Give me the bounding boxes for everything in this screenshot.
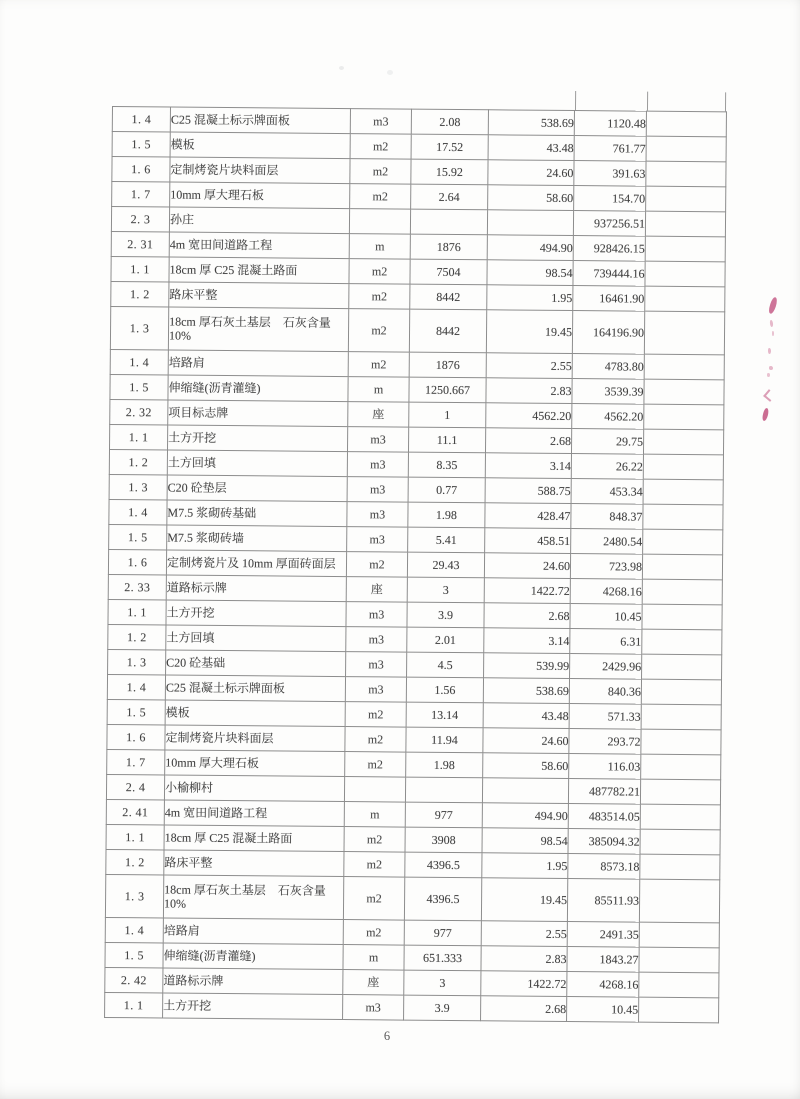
cell-description: 定制烤瓷片及 10mm 厚面砖面层 [166,550,346,577]
cell-quantity: 1876 [409,352,486,378]
cell-blank [640,804,720,830]
cell-quantity: 4396.5 [404,877,481,921]
cell-quantity: 651.333 [404,945,481,971]
cell-blank [642,629,722,655]
cell-quantity: 4.5 [407,652,484,678]
cell-description: 路床平整 [169,282,349,309]
cell-unit-price: 43.48 [488,135,574,161]
cell-unit-price: 24.60 [488,160,574,186]
table-row [105,992,719,1022]
cell-unit-price: 538.69 [483,678,569,704]
cell-quantity: 11.1 [408,427,485,453]
scan-smudge [387,70,393,75]
cell-amount: 453.34 [571,479,643,505]
cell-blank [646,136,726,162]
cell-quantity: 17.52 [411,134,488,160]
cell-amount: 2491.35 [567,922,639,948]
cell-blank [645,261,725,287]
cell-quantity: 1.98 [408,502,485,528]
cell-unit-price: 458.51 [485,528,571,554]
cell-blank [643,479,723,505]
red-ink-stroke [770,320,774,327]
cell-item-number: 1. 1 [108,599,166,625]
cell-item-number: 1. 4 [112,107,170,133]
cell-amount: 29.75 [571,429,643,455]
cell-unit: m2 [349,284,410,310]
cell-amount: 293.72 [569,729,641,755]
cell-description: 路床平整 [164,850,344,877]
cell-quantity: 1.98 [406,752,483,778]
cell-amount: 723.98 [570,554,642,580]
cell-quantity: 1876 [410,234,487,260]
red-ink-stroke [763,389,776,402]
cell-blank [646,111,726,137]
cell-unit-price: 1.95 [487,285,573,311]
cell-unit-price: 98.54 [487,260,573,286]
cell-description: M7.5 浆砌砖墙 [167,525,347,552]
cell-description: 10mm 厚大理石板 [165,750,345,777]
cell-quantity: 13.14 [406,702,483,728]
cell-description: 土方开挖 [166,600,346,627]
cell-amount: 1843.27 [567,947,639,973]
cell-blank [639,879,719,923]
cell-blank [639,997,719,1023]
cost-table-body [105,107,727,1023]
cell-unit: m2 [350,184,411,210]
cell-item-number: 1. 2 [108,624,166,650]
cell-blank [641,679,721,705]
cell-blank [639,972,719,998]
cell-amount: 154.70 [574,186,646,212]
cell-quantity: 5.41 [408,527,485,553]
cell-unit-price: 2.68 [484,603,570,629]
cell-unit: m3 [350,109,411,135]
cell-description: 培路肩 [163,918,343,945]
cell-amount: 385094.32 [568,829,640,855]
cell-quantity: 3.9 [404,995,481,1021]
cell-amount: 3539.39 [572,379,644,405]
cell-blank [640,829,720,855]
red-ink-stroke [762,408,770,422]
cell-description: 18cm 厚石灰土基层 石灰含量 10% [168,307,348,352]
cell-quantity: 2.64 [411,184,488,210]
cell-item-number: 2. 3 [111,207,169,233]
cell-unit: m3 [346,602,407,628]
cell-blank [640,779,720,805]
cell-amount: 116.03 [569,754,641,780]
cell-description: 10mm 厚大理石板 [170,182,350,209]
red-ink-stroke [769,366,773,370]
cell-quantity: 977 [405,802,482,828]
cell-description: 道路标示牌 [166,575,346,602]
cell-amount: 4268.16 [570,579,642,605]
cell-amount: 483514.05 [568,804,640,830]
cell-item-number: 1. 1 [110,424,168,450]
red-ink-stroke [768,348,771,354]
cell-unit: m2 [346,552,407,578]
cell-blank [639,947,719,973]
cell-description: 土方开挖 [168,425,348,452]
cell-item-number: 1. 5 [110,374,168,400]
cell-unit: m3 [347,527,408,553]
cell-amount: 85511.93 [567,879,639,923]
red-ink-stroke [772,331,774,336]
cell-description: 18cm 厚 C25 混凝土路面 [169,257,349,284]
cell-blank [643,429,723,455]
cell-amount: 6.31 [570,629,642,655]
cell-item-number: 1. 5 [107,699,165,725]
cell-description: C20 砼基础 [166,650,346,677]
cell-amount: 4783.80 [572,354,644,380]
cell-blank [641,729,721,755]
cell-item-number: 1. 7 [107,749,165,775]
cell-amount: 16461.90 [573,286,645,312]
cell-quantity: 3.9 [407,602,484,628]
cell-blank [642,604,722,630]
cell-quantity: 2.08 [411,109,488,135]
cell-blank [645,236,725,262]
cell-unit-price: 2.83 [481,946,567,972]
cell-description: 土方回填 [167,450,347,477]
cell-item-number: 1. 1 [111,256,169,282]
cell-item-number: 2. 41 [106,799,164,825]
cell-unit: m2 [343,920,404,946]
cell-unit: m3 [347,477,408,503]
cell-blank [641,704,721,730]
cell-unit-price: 4562.20 [486,403,572,429]
cell-description: 定制烤瓷片块料面层 [170,157,350,184]
cell-item-number: 1. 2 [111,281,169,307]
cell-unit: m2 [344,852,405,878]
cell-unit: 座 [348,402,409,428]
cell-item-number: 1. 6 [107,724,165,750]
cell-item-number: 1. 2 [109,449,167,475]
cell-amount: 2429.96 [570,654,642,680]
cell-item-number: 1. 2 [106,849,164,875]
cell-unit: m2 [344,827,405,853]
cell-item-number: 1. 3 [105,874,163,918]
cell-description: 模板 [170,132,350,159]
cell-description: 土方回填 [166,625,346,652]
cell-unit-price: 19.45 [486,310,572,354]
cell-item-number: 1. 6 [112,157,170,183]
cell-unit-price [482,778,568,804]
cell-unit [349,209,410,235]
cell-amount: 848.37 [571,504,643,530]
cell-quantity: 3 [407,577,484,603]
cell-item-number: 1. 4 [105,917,163,943]
cell-unit: m2 [350,159,411,185]
table-line-stub [725,92,726,111]
cell-amount: 571.33 [569,704,641,730]
cell-amount: 10.45 [567,997,639,1023]
cell-description: 孙庄 [169,207,349,234]
cell-item-number: 1. 4 [110,349,168,375]
cell-unit: 座 [346,577,407,603]
cell-amount: 4562.20 [572,404,644,430]
cell-item-number: 1. 3 [110,306,168,350]
cell-description: C25 混凝土标示牌面板 [165,675,345,702]
cell-description: 伸缩缝(沥青灌缝) [163,943,343,970]
cell-unit: m [344,802,405,828]
cell-unit-price: 43.48 [483,703,569,729]
cell-amount: 4268.16 [567,972,639,998]
cell-unit: m3 [343,995,404,1021]
cell-unit: m2 [349,259,410,285]
cell-unit-price: 24.60 [483,728,569,754]
cell-amount: 928426.15 [573,236,645,262]
cell-description: 4m 宽田间道路工程 [169,232,349,259]
cell-blank [639,922,719,948]
cell-quantity: 4396.5 [405,852,482,878]
cell-blank [644,379,724,405]
cell-amount: 840.36 [569,679,641,705]
cell-quantity: 1250.667 [409,377,486,403]
cell-blank [642,554,722,580]
cell-quantity: 8.35 [408,452,485,478]
cell-blank [644,404,724,430]
cell-blank [646,161,726,187]
cell-unit: m3 [345,677,406,703]
cell-blank [642,579,722,605]
cell-unit: m2 [348,309,409,353]
cell-quantity: 0.77 [408,477,485,503]
table-line-stub [575,91,576,110]
cell-unit-price: 494.90 [482,803,568,829]
cell-item-number: 2. 32 [110,399,168,425]
cell-quantity: 7504 [410,259,487,285]
cell-description: C20 砼垫层 [167,475,347,502]
cell-unit-price: 2.68 [481,996,567,1022]
cell-blank [646,186,726,212]
cell-unit-price: 2.83 [486,378,572,404]
cell-item-number: 2. 4 [106,774,164,800]
cell-item-number: 2. 42 [105,967,163,993]
cell-description: 土方开挖 [163,993,343,1020]
cell-quantity: 3908 [405,827,482,853]
cell-amount: 937256.51 [573,211,645,237]
cell-amount: 26.22 [571,454,643,480]
cell-unit-price: 58.60 [483,753,569,779]
cell-unit: m3 [346,627,407,653]
cell-quantity: 29.43 [407,552,484,578]
cell-unit: m2 [348,352,409,378]
cell-item-number: 1. 5 [105,942,163,968]
cell-item-number: 1. 3 [108,649,166,675]
cell-unit-price: 1422.72 [481,971,567,997]
cell-quantity: 1 [409,402,486,428]
cell-description: 18cm 厚 C25 混凝土路面 [164,825,344,852]
scan-smudge [339,66,344,70]
cell-unit-price: 1.95 [482,853,568,879]
cell-description: 项目标志牌 [168,400,348,427]
cell-description: 定制烤瓷片块料面层 [165,725,345,752]
cell-amount: 739444.16 [573,261,645,287]
cell-quantity: 8442 [410,284,487,310]
cell-description: 培路肩 [168,350,348,377]
cell-description: 小榆柳村 [164,775,344,802]
cell-description: 伸缩缝(沥青灌缝) [168,375,348,402]
cell-unit-price: 19.45 [481,878,567,922]
cell-blank [641,754,721,780]
cell-blank [644,311,724,355]
cell-description: 18cm 厚石灰土基层 石灰含量 10% [163,875,343,920]
cell-amount: 1120.48 [574,111,646,137]
cell-amount: 164196.90 [572,311,644,355]
cell-blank [643,504,723,530]
cell-unit [344,777,405,803]
cell-blank [643,529,723,555]
cell-quantity: 1.56 [406,677,483,703]
cell-blank [643,454,723,480]
cell-item-number: 1. 5 [112,132,170,158]
cell-unit-price: 494.90 [487,235,573,261]
cell-unit-price: 98.54 [482,828,568,854]
cell-item-number: 1. 4 [107,674,165,700]
cell-item-number: 1. 6 [108,549,166,575]
cell-unit: m2 [343,877,404,921]
table-row [105,874,719,922]
cell-unit: m3 [346,652,407,678]
cell-unit-price: 2.55 [481,921,567,947]
cell-blank [640,854,720,880]
cell-unit-price: 58.60 [488,185,574,211]
table-row [110,306,724,354]
page-number: 6 [383,1029,391,1043]
cell-unit-price [487,210,573,236]
cell-unit-price: 2.68 [485,428,571,454]
cell-amount: 2480.54 [571,529,643,555]
cell-amount: 487782.21 [568,779,640,805]
cost-table [104,106,727,1023]
cell-unit: m [349,234,410,260]
table-line-stub [647,92,648,111]
cell-item-number: 1. 1 [106,824,164,850]
cell-amount: 8573.18 [568,854,640,880]
red-ink-stroke [768,296,779,314]
cell-quantity: 15.92 [411,159,488,185]
cell-item-number: 1. 7 [112,182,170,208]
red-ink-stroke [767,373,770,377]
cell-item-number: 2. 33 [108,574,166,600]
cell-quantity: 2.01 [407,627,484,653]
cell-description: 模板 [165,700,345,727]
cell-quantity: 977 [404,920,481,946]
cell-blank [642,654,722,680]
cell-amount: 391.63 [574,161,646,187]
cell-item-number: 1. 3 [109,474,167,500]
cell-unit-price: 3.14 [485,453,571,479]
cell-unit-price: 588.75 [485,478,571,504]
cost-table-wrapper [104,106,727,1023]
cell-unit: 座 [343,970,404,996]
cell-unit: m [348,377,409,403]
cell-description: C25 混凝土标示牌面板 [170,107,350,134]
cell-quantity: 3 [404,970,481,996]
cell-unit-price: 538.69 [488,110,574,136]
cell-unit: m2 [345,727,406,753]
cell-item-number: 2. 31 [111,231,169,257]
cell-quantity: 8442 [409,309,486,353]
cell-quantity [410,209,487,235]
cell-unit-price: 1422.72 [484,578,570,604]
cell-amount: 761.77 [574,136,646,162]
cell-unit: m2 [345,752,406,778]
cell-blank [644,354,724,380]
cell-description: 4m 宽田间道路工程 [164,800,344,827]
cell-item-number: 1. 5 [109,524,167,550]
cell-quantity [405,777,482,803]
cell-description: 道路标示牌 [163,968,343,995]
cell-unit: m2 [345,702,406,728]
cell-unit-price: 539.99 [484,653,570,679]
cell-unit-price: 3.14 [484,628,570,654]
cell-unit: m3 [347,502,408,528]
cell-blank [645,211,725,237]
cell-unit: m3 [347,452,408,478]
cell-item-number: 1. 4 [109,499,167,525]
cell-blank [645,286,725,312]
cell-unit-price: 428.47 [485,503,571,529]
cell-unit: m [343,945,404,971]
cell-item-number: 1. 1 [105,992,163,1018]
cell-quantity: 11.94 [406,727,483,753]
cell-unit: m3 [347,427,408,453]
cell-unit-price: 2.55 [486,353,572,379]
cell-unit: m2 [350,134,411,160]
cell-description: M7.5 浆砌砖基础 [167,500,347,527]
cell-amount: 10.45 [570,604,642,630]
cell-unit-price: 24.60 [484,553,570,579]
